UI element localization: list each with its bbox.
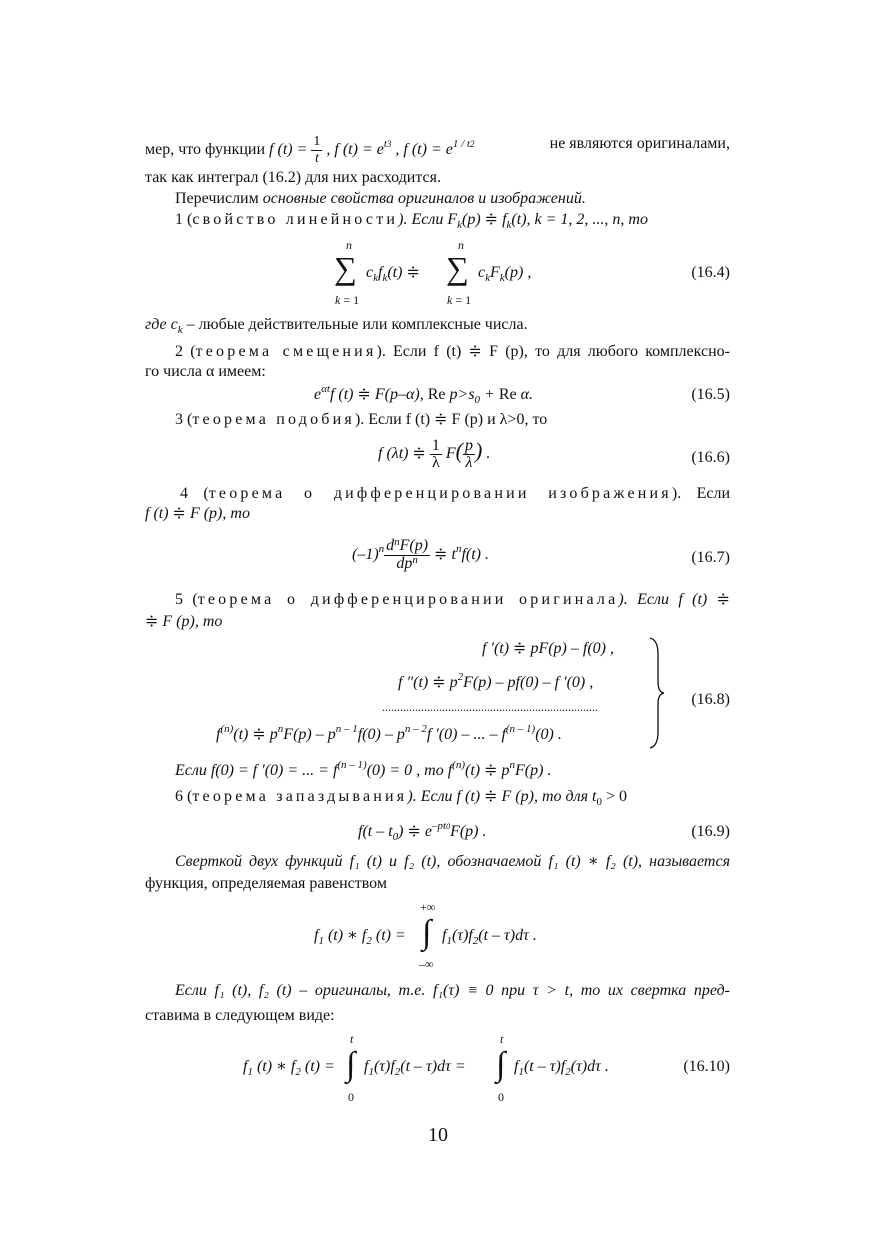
- list-intro: [175, 189, 730, 209]
- page-number: 10: [428, 1124, 448, 1146]
- list-intro-italic: основные свойства оригиналов и изображений.: [262, 190, 586, 207]
- intro-text-b: не являются оригиналами,: [549, 135, 730, 152]
- orig-text-2: ставима в следующем виде:: [145, 1007, 335, 1024]
- p5-dots: ........................................................................: [382, 700, 598, 714]
- property-6: 6 (теорема запаздывания). Если f (t) ≑ F (p), то для $t_0 > 0$: [175, 788, 627, 808]
- equation-16-5: $e^{\alpha t}f$ (t) ≑ F(p–α), Re $p>s_0 + Re$ α.: [314, 383, 534, 406]
- p1-tail: (p) ≑ f: [462, 211, 507, 228]
- equation-16-7: $(-1)^n$ $\frac{d^nF(p)}{dp^n}$ ≑ $t^nf(t)$ .: [352, 536, 489, 572]
- intro-line-2: так как интеграл (16.2) для них расходится.: [145, 169, 442, 186]
- p2-text-2: го числа α имеем:: [145, 363, 266, 380]
- p1-after: где $c_k$ – любые действительные или комплексные числа.: [145, 316, 528, 336]
- p3-text: ). Если f (t) ≑ F (p) и λ>0, то: [354, 411, 548, 428]
- p1-name: свойство линейности: [192, 211, 399, 228]
- eq-number-16-10: (16.10): [683, 1058, 730, 1075]
- p5-name: теорема о дифференцировании оригинала: [197, 591, 619, 608]
- eq-number-16-4: (16.4): [691, 264, 730, 281]
- orig-text: Если f₁ (t), f₂ (t) – оригиналы, т.е. f₁(τ) ≡ 0 при τ > t, то их свертка пред-: [175, 982, 730, 999]
- p2-num: 2 (: [175, 343, 196, 360]
- conv-text-2: функция, определяемая равенством: [145, 875, 387, 892]
- p1-after-b: – любые действительные или комплексные числа.: [182, 316, 528, 333]
- p4-text-2: f (t) ≑ F (p), то: [145, 505, 250, 522]
- conv-italic: Сверткой двух функций: [175, 853, 343, 870]
- p5-text: ). Если f (t) ≑: [618, 591, 730, 608]
- intro-text-a: мер, что функции: [145, 141, 266, 159]
- p5-initial-text: Если f(0) = f ′(0) = ... = f: [175, 762, 338, 779]
- property-3: [175, 410, 730, 430]
- p4-text: ). Если: [671, 485, 731, 502]
- convolution-def: [175, 852, 730, 872]
- p5-text-2: ≑ F (p), то: [145, 613, 223, 630]
- p2-text: ). Если f (t) ≑ F (p), то для любого комплексно-: [376, 343, 731, 360]
- intro-line: мер, что функции f (t) = $\frac{1}{t}$ , f $(t) = e^{t3}$ , f $(t) = e^{1 / t2}$ не являются оригиналами,: [145, 134, 730, 166]
- p2-name: теорема смещения: [195, 343, 377, 360]
- p4-name: теорема о дифференцировании изображения: [208, 485, 672, 502]
- eq-number-16-6: (16.6): [691, 449, 730, 466]
- document-page: мер, что функции f (t) = $\frac{1}{t}$ , f $(t) = e^{t3}$ , f $(t) = e^{1 / t2}$ не являются оригиналами, так как интеграл (16.2) для них расходится. Перечислим основные свойства оригиналов и изображений. 1 (свойство линейности). Если $F_k(p)$ ≑ $f_k(t)$, k = 1, 2, ..., n, то n ∑ k = 1 $c_kf_k(t)$ ≑ n ∑ k = 1 $c_kF_k(p)$ , (16.4) где $c_k$ – любые действительные или комплексные числа. 2 (теорема смещения). Если f (t) ≑ F (p), то для любого комплексно- го числа α имеем: $e^{\alpha t}f$ (t) ≑ F(p–α), Re $p>s_0 + Re$ α. (16.5) 3 (теорема подобия). Если f (t) ≑ F (p) и λ>0, то f (λt) ≑ $\frac{1}{\lambda}$ F( $\frac{p}{\lambda}$ ) . (16.6) 4 (теорема о дифференцировании изображения). Если f (t) ≑ F (p), то $(-1)^n$ $\frac{d^nF(p)}{dp^n}$ ≑ $t^nf(t)$ . (16.7) 5 (теорема о дифференцировании оригинала). Если f (t) ≑ ≑ F (p), то f ′(t) ≑ pF(p) – f(0) , f ″(t) ≑ $p^2F(p) - pf(0)$ – f ′(0) , ........................................................................ $f^{(n)}(t)$ ≑ $p^nF(p) - p^{n - 1}f(0) - p^{n - 2}f$ ′(0) – ... – $f^{(n - 1)}(0)$ . (16.8) Если f(0) = f ′(0) = ... = $f^{(n - 1)}(0) = 0$ , то $f^{(n)}(t)$ ≑ $p^nF(p)$ . 6 (теорема запаздывания). Если f (t) ≑ F (p), то для $t_0 > 0$ $f(t - t_0)$ ≑ $e^{-pt0}F(p)$ . (16.9) Сверткой двух функций f₁ (t) и f₂ (t), обозначаемой f₁ (t) ∗ f₂ (t), называется функция, определяемая равенством +∞ $f_1$ (t) ∗ $f_2$ (t) = ∫ $f_1(\tau)f_2(t - \tau)d\tau$ . –∞ Если f₁ (t), f₂ (t) – оригиналы, т.е. f₁(τ) ≡ 0 при τ > t, то их свертка пред- ставима в следующем виде: t $f_1$ (t) ∗ $f_2$ (t) = ∫ $f_1(\tau)f_2(t - \tau)d\tau$ = 0 t ∫ $f_1(t - \tau)f_2(\tau)d\tau$ . 0 (16.10) 10: [0, 0, 876, 1240]
- p5-initial: Если f(0) = f ′(0) = ... = $f^{(n - 1)}(0) = 0$ , то $f^{(n)}(t)$ ≑ $p^nF(p)$ .: [175, 759, 552, 779]
- originals-text: [175, 981, 730, 1001]
- p4-num: 4 (: [180, 485, 209, 502]
- p1-end: (t), k = 1, 2, ..., n, то: [511, 211, 648, 228]
- p1-num: 1 (: [175, 211, 193, 228]
- eq-number-16-9: (16.9): [691, 823, 730, 840]
- property-4: [180, 484, 730, 504]
- p6-name: теорема запаздывания: [192, 788, 408, 805]
- p1-after-a: где c: [145, 316, 178, 333]
- eq-number-16-7: (16.7): [691, 549, 730, 566]
- p6-num: 6 (: [175, 788, 193, 805]
- equation-16-9: $f(t - t_0)$ ≑ $e^{-pt0}F(p)$ .: [358, 820, 487, 843]
- property-1: 1 (свойство линейности). Если $F_k(p)$ ≑ $f_k(t)$, k = 1, 2, ..., n, то: [175, 211, 648, 231]
- p1-text: ). Если F: [398, 211, 458, 228]
- property-2: [175, 342, 730, 362]
- p5-num: 5 (: [175, 591, 198, 608]
- property-5: [175, 590, 730, 610]
- eq-number-16-5: (16.5): [691, 386, 730, 403]
- list-intro-plain: Перечислим: [175, 190, 263, 207]
- conv-text: f₁ (t) и f₂ (t), обозначаемой f₁ (t) ∗ f₂ (t), называется: [342, 853, 731, 870]
- p3-name: теорема подобия: [192, 411, 355, 428]
- equation-16-6: f (λt) ≑ $\frac{1}{\lambda}$ F( $\frac{p}{\lambda}$ ) .: [378, 437, 491, 471]
- eq-number-16-8: (16.8): [691, 691, 730, 708]
- p6-text: ). Если f (t) ≑ F (p), то для t: [407, 788, 597, 805]
- p3-num: 3 (: [175, 411, 193, 428]
